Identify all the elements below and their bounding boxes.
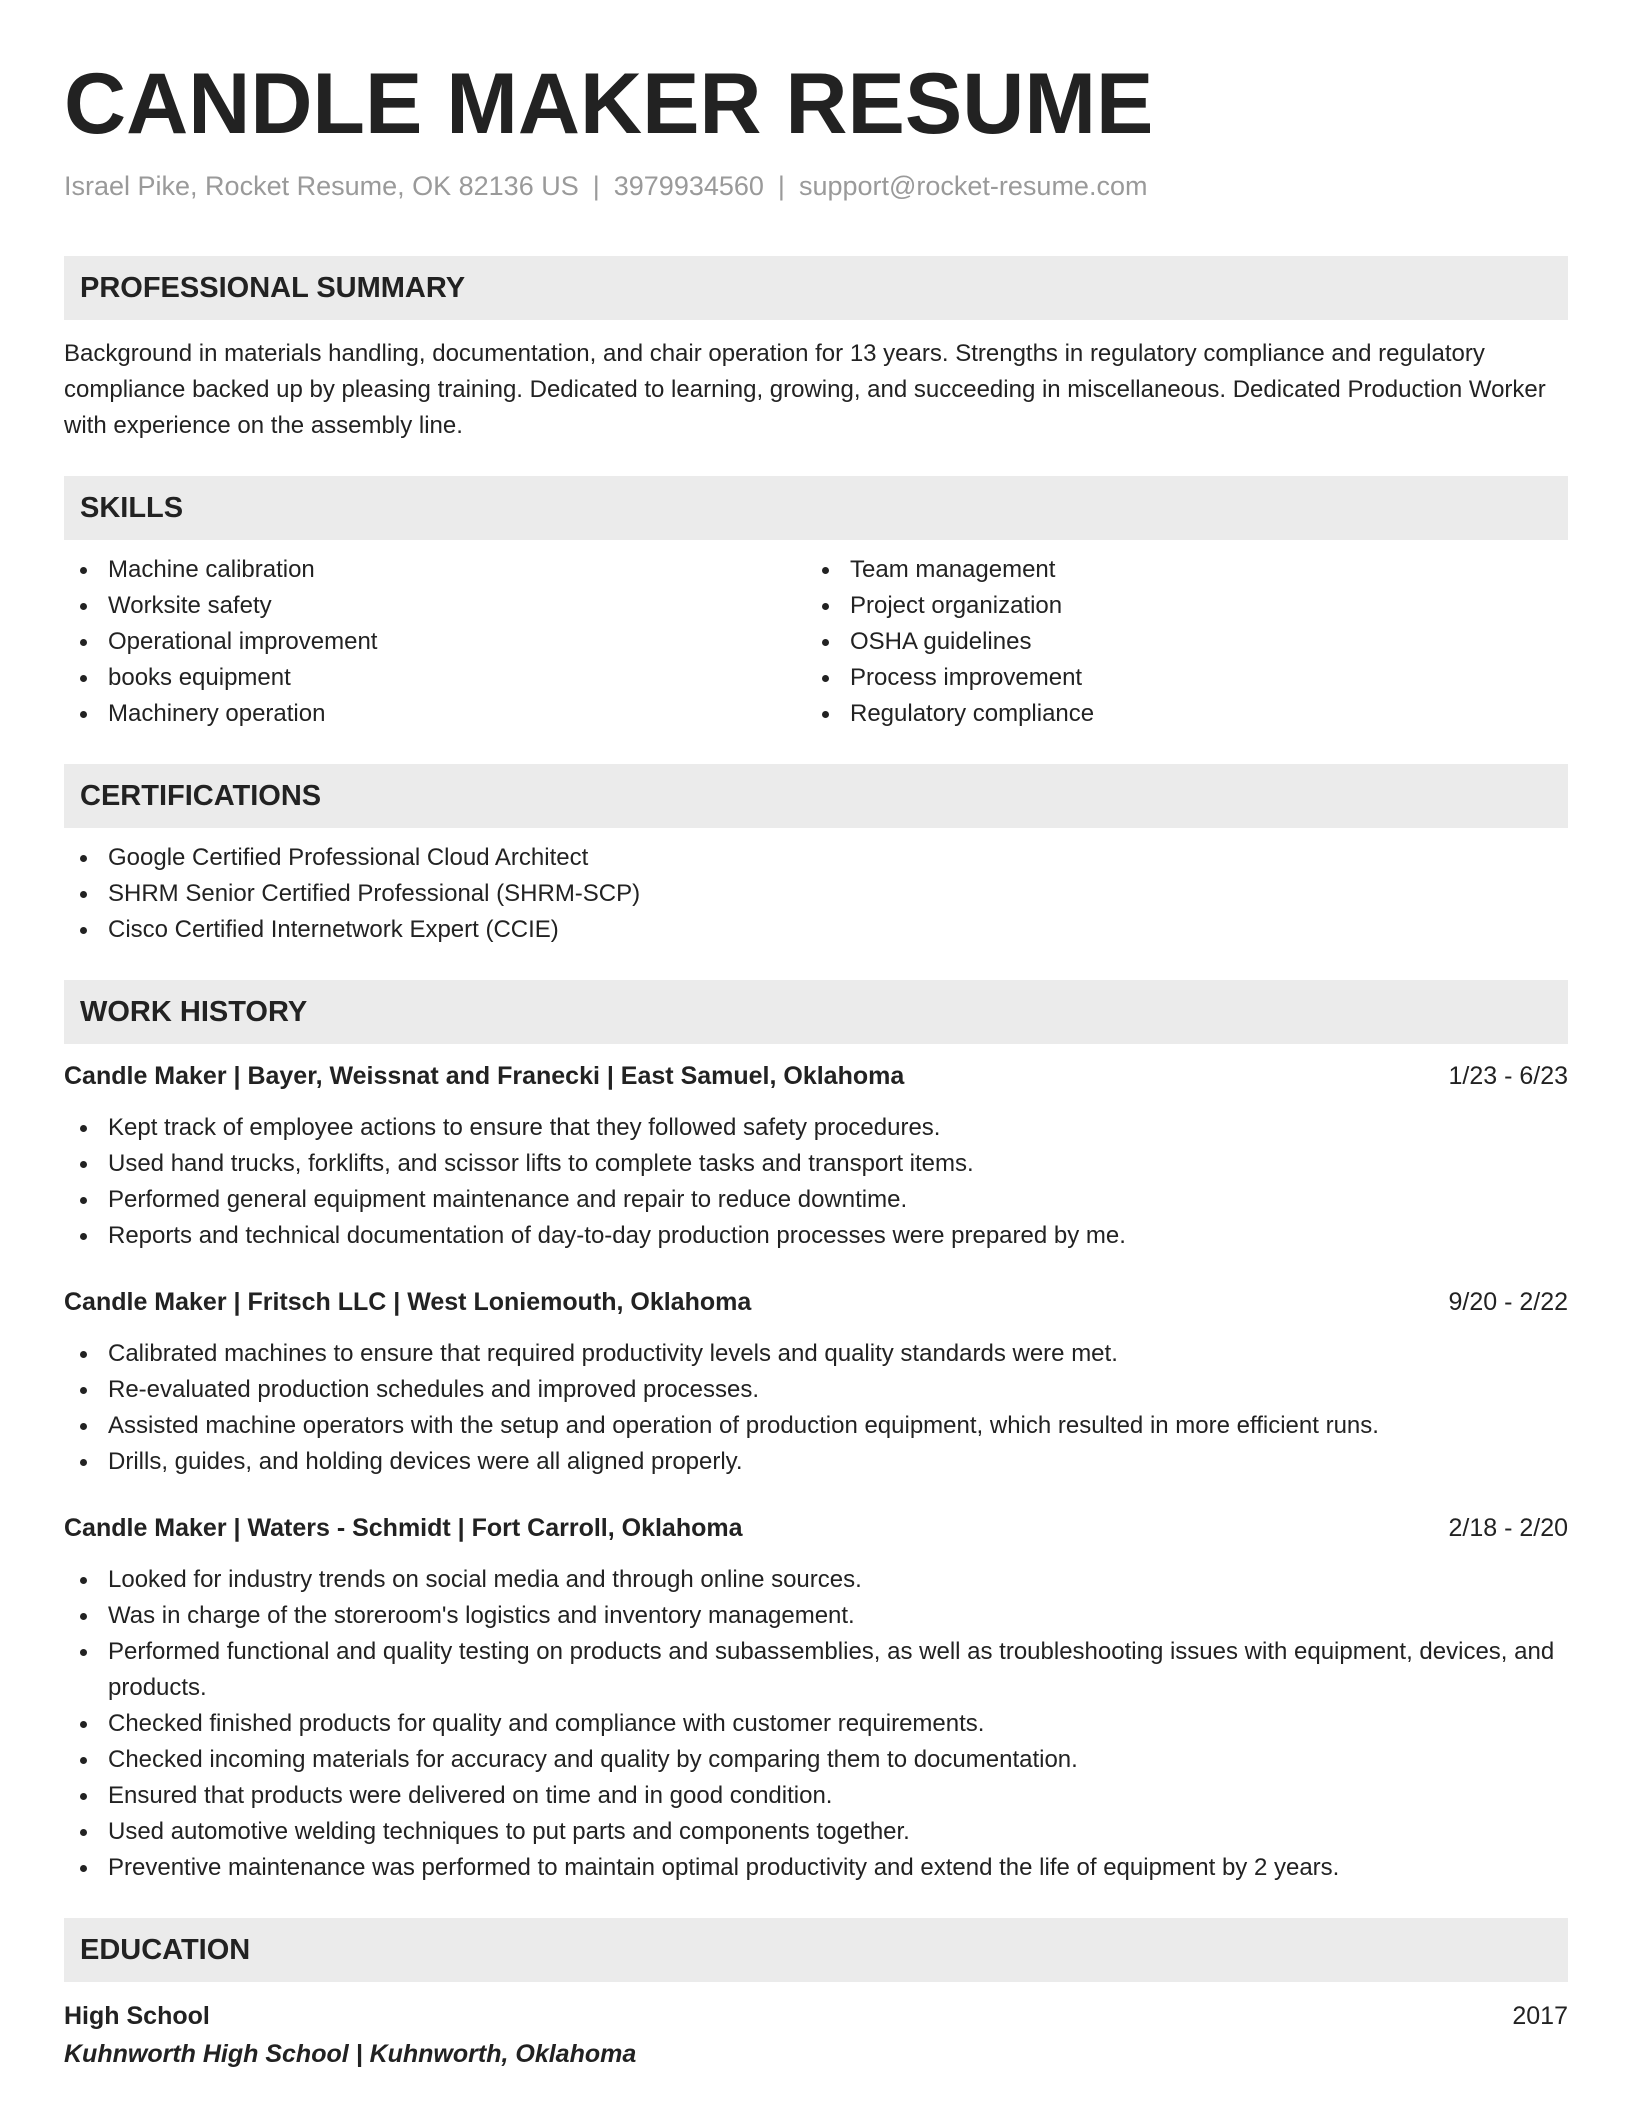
job-bullet: Checked finished products for quality and compliance with customer requirements. [64, 1706, 1568, 1742]
skill-item: books equipment [64, 660, 806, 696]
contact-separator: | [592, 171, 600, 201]
job-entry [64, 1284, 1568, 1480]
job-bullet: Ensured that products were delivered on time and in good condition. [64, 1778, 1568, 1814]
certification-item: Cisco Certified Internetwork Expert (CCIE) [64, 912, 1568, 948]
education-year: 2017 [1512, 2002, 1568, 2030]
skill-item: Project organization [806, 588, 1548, 624]
skill-item: OSHA guidelines [806, 624, 1548, 660]
resume-content [64, 54, 1568, 2074]
job-bullet: Performed functional and quality testing on products and subassemblies, as well as troubleshooting issues with equipment, devices, and products. [64, 1634, 1568, 1706]
job-bullet: Was in charge of the storeroom's logistics and inventory management. [64, 1598, 1568, 1634]
section-heading-certifications: CERTIFICATIONS [64, 764, 1568, 828]
job-bullets [64, 1562, 1568, 1886]
job-bullet: Checked incoming materials for accuracy and quality by comparing them to documentation. [64, 1742, 1568, 1778]
skill-item: Machine calibration [64, 552, 806, 588]
job-header [64, 1058, 1568, 1094]
contact-phone: 3979934560 [613, 171, 764, 201]
education-school: Kuhnworth High School | Kuhnworth, Oklahoma [64, 2040, 637, 2068]
education-degree: High School [64, 2002, 210, 2030]
contact-separator: | [777, 171, 785, 201]
job-bullet: Assisted machine operators with the setup and operation of production equipment, which resulted in more efficient runs. [64, 1408, 1568, 1444]
job-bullet: Reports and technical documentation of day-to-day production processes were prepared by me. [64, 1218, 1568, 1254]
job-bullet: Used hand trucks, forklifts, and scissor lifts to complete tasks and transport items. [64, 1146, 1568, 1182]
section-heading-summary: PROFESSIONAL SUMMARY [64, 256, 1568, 320]
skill-item: Process improvement [806, 660, 1548, 696]
job-dates: 1/23 - 6/23 [1448, 1062, 1568, 1090]
section-heading-skills: SKILLS [64, 476, 1568, 540]
contact-address: Israel Pike, Rocket Resume, OK 82136 US [64, 171, 579, 201]
job-title: Candle Maker | Bayer, Weissnat and Franecki | East Samuel, Oklahoma [64, 1062, 905, 1090]
job-entry [64, 1058, 1568, 1254]
job-header [64, 1510, 1568, 1546]
job-bullet: Preventive maintenance was performed to maintain optimal productivity and extend the life of equipment by 2 years. [64, 1850, 1568, 1886]
skill-item: Worksite safety [64, 588, 806, 624]
skill-item: Operational improvement [64, 624, 806, 660]
skills-list-right [806, 552, 1548, 732]
contact-email: support@rocket-resume.com [798, 171, 1148, 201]
job-entry [64, 1510, 1568, 1886]
certifications-list [64, 840, 1568, 948]
job-bullet: Performed general equipment maintenance and repair to reduce downtime. [64, 1182, 1568, 1218]
job-bullet: Used automotive welding techniques to put parts and components together. [64, 1814, 1568, 1850]
section-heading-education: EDUCATION [64, 1918, 1568, 1982]
skill-item: Machinery operation [64, 696, 806, 732]
job-bullet: Looked for industry trends on social media and through online sources. [64, 1562, 1568, 1598]
job-bullets [64, 1336, 1568, 1480]
job-bullet: Calibrated machines to ensure that required productivity levels and quality standards were met. [64, 1336, 1568, 1372]
certification-item: SHRM Senior Certified Professional (SHRM-SCP) [64, 876, 1568, 912]
section-heading-work-history: WORK HISTORY [64, 980, 1568, 1044]
education-header [64, 1998, 1568, 2034]
job-bullet: Kept track of employee actions to ensure that they followed safety procedures. [64, 1110, 1568, 1146]
certification-item: Google Certified Professional Cloud Architect [64, 840, 1568, 876]
skill-item: Team management [806, 552, 1548, 588]
contact-line [64, 168, 1568, 204]
job-bullets [64, 1110, 1568, 1254]
job-bullet: Re-evaluated production schedules and improved processes. [64, 1372, 1568, 1408]
job-bullet: Drills, guides, and holding devices were all aligned properly. [64, 1444, 1568, 1480]
skills-list-left [64, 552, 806, 732]
job-dates: 2/18 - 2/20 [1448, 1514, 1568, 1542]
skills-columns [64, 540, 1568, 732]
job-header [64, 1284, 1568, 1320]
job-title: Candle Maker | Waters - Schmidt | Fort Carroll, Oklahoma [64, 1514, 743, 1542]
summary-text: Background in materials handling, documentation, and chair operation for 13 years. Strengths in regulatory compliance and regulatory compliance backed up by pleasing training. Dedicated to learning, growing, and succeeding in miscellaneous. Dedicated Production Worker with experience on the assembly line. [64, 340, 1546, 439]
resume-title: CANDLE MAKER RESUME [64, 56, 1154, 152]
skill-item: Regulatory compliance [806, 696, 1548, 732]
job-dates: 9/20 - 2/22 [1448, 1288, 1568, 1316]
job-title: Candle Maker | Fritsch LLC | West Loniemouth, Oklahoma [64, 1288, 752, 1316]
